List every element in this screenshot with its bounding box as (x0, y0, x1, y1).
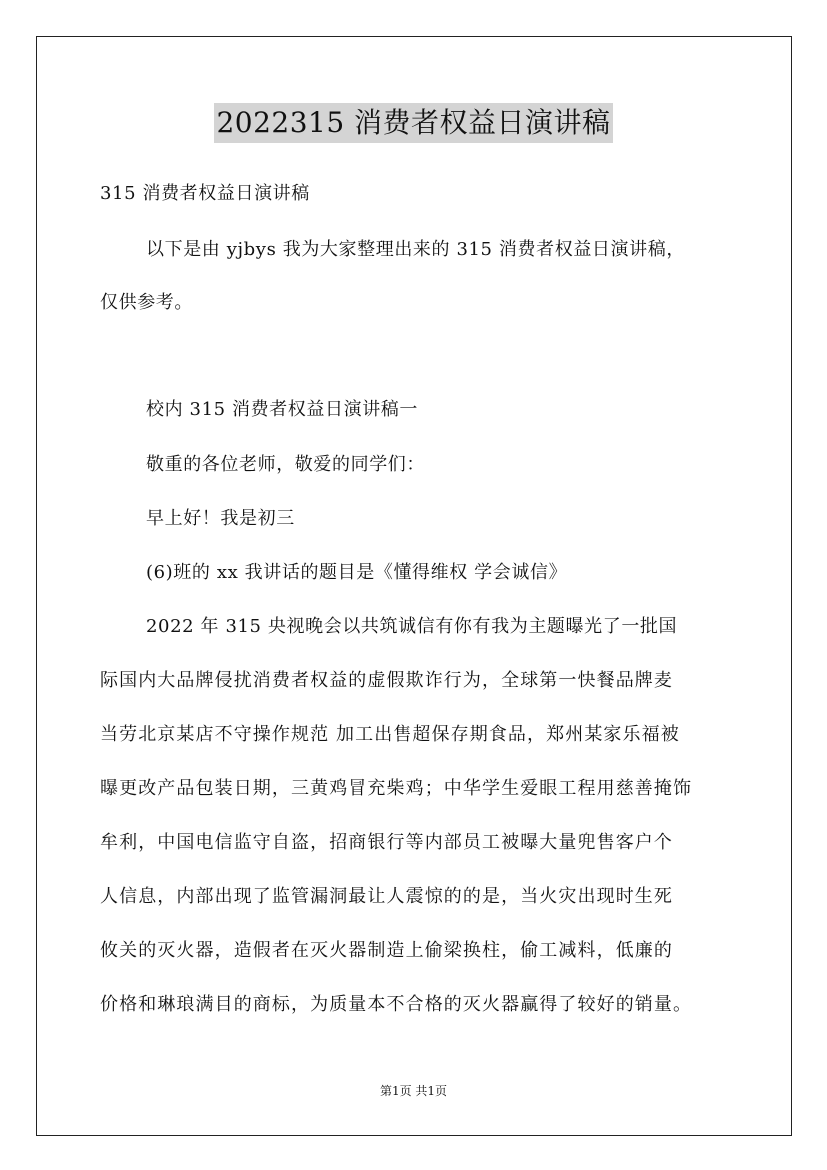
body-line-5: 牟利，中国电信监守自盗，招商银行等内部员工被曝大量兜售客户个 (100, 832, 673, 853)
greeting: 敬重的各位老师，敬爱的同学们： (146, 454, 425, 475)
body-line-8: 价格和琳琅满目的商标，为质量本不合格的灭火器赢得了较好的销量。 (100, 994, 693, 1015)
title-container (0, 103, 827, 143)
document-title: 2022315 消费者权益日演讲稿 (214, 103, 612, 143)
class-line: (6)班的 xx 我讲话的题目是《懂得维权 学会诚信》 (146, 562, 568, 583)
body-line-3: 当劳北京某店不守操作规范 加工出售超保存期食品，郑州某家乐福被 (100, 724, 680, 745)
subtitle: 315 消费者权益日演讲稿 (100, 183, 310, 204)
intro-line-2: 仅供参考。 (100, 292, 193, 313)
body-line-6: 人信息，内部出现了监管漏洞最让人震惊的的是，当火灾出现时生死 (100, 886, 673, 907)
section-heading: 校内 315 消费者权益日演讲稿一 (146, 399, 418, 420)
body-line-2: 际国内大品牌侵扰消费者权益的虚假欺诈行为，全球第一快餐品牌麦 (100, 670, 673, 691)
intro-line-1: 以下是由 yjbys 我为大家整理出来的 315 消费者权益日演讲稿， (146, 239, 685, 260)
body-line-7: 攸关的灭火器，造假者在灭火器制造上偷梁换柱，偷工减料，低廉的 (100, 940, 673, 961)
body-line-1: 2022 年 315 央视晚会以共筑诚信有你有我为主题曝光了一批国 (146, 616, 678, 637)
morning-line: 早上好！我是初三 (146, 508, 295, 529)
body-line-4: 曝更改产品包装日期，三黄鸡冒充柴鸡；中华学生爱眼工程用慈善掩饰 (100, 778, 693, 799)
page-footer: 第1页 共1页 (379, 1084, 448, 1098)
